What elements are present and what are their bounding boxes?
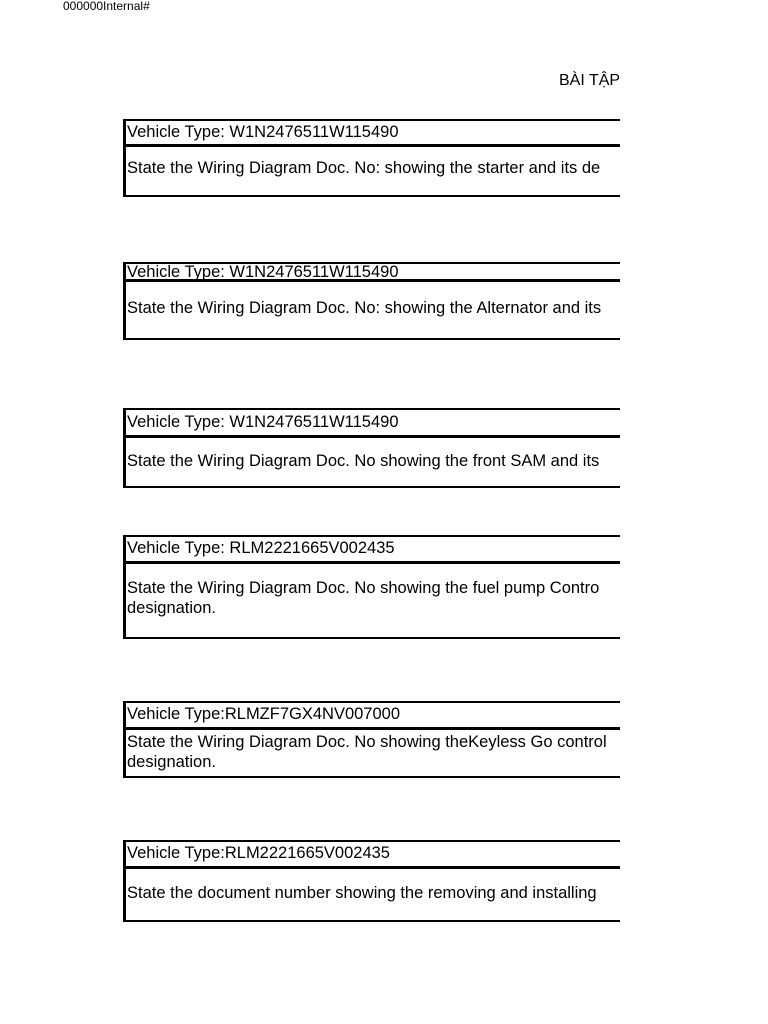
question-box-4 <box>123 535 620 639</box>
question-text: State the document number showing the removing and installing <box>127 884 597 902</box>
page-title: BÀI TẬP <box>559 72 621 89</box>
question-box-6 <box>123 840 620 922</box>
question-text: State the Wiring Diagram Doc. No: showing the starter and its de <box>127 159 601 177</box>
question-box-1 <box>123 119 620 197</box>
classification-label: 000000Internal# <box>63 0 150 13</box>
vehicle-type-field: Vehicle Type:RLM2221665V002435 <box>126 842 620 869</box>
vehicle-type-field: Vehicle Type: W1N2476511W115490 <box>126 121 620 147</box>
question-text: State the Wiring Diagram Doc. No showing the fuel pump Contro designation. <box>127 579 600 617</box>
question-box-3 <box>123 408 620 488</box>
question-text: State the Wiring Diagram Doc. No: showing the Alternator and its <box>127 299 602 317</box>
vehicle-type-field: Vehicle Type: W1N2476511W115490 <box>126 410 620 438</box>
vehicle-type-field: Vehicle Type: W1N2476511W115490 <box>126 264 620 282</box>
question-text: State the Wiring Diagram Doc. No showing theKeyless Go control designation. <box>127 733 607 771</box>
question-box-2 <box>123 262 620 340</box>
question-box-5 <box>123 701 620 778</box>
question-text: State the Wiring Diagram Doc. No showing the front SAM and its <box>127 452 600 470</box>
vehicle-type-field: Vehicle Type:RLMZF7GX4NV007000 <box>126 703 620 730</box>
vehicle-type-field: Vehicle Type: RLM2221665V002435 <box>126 537 620 564</box>
